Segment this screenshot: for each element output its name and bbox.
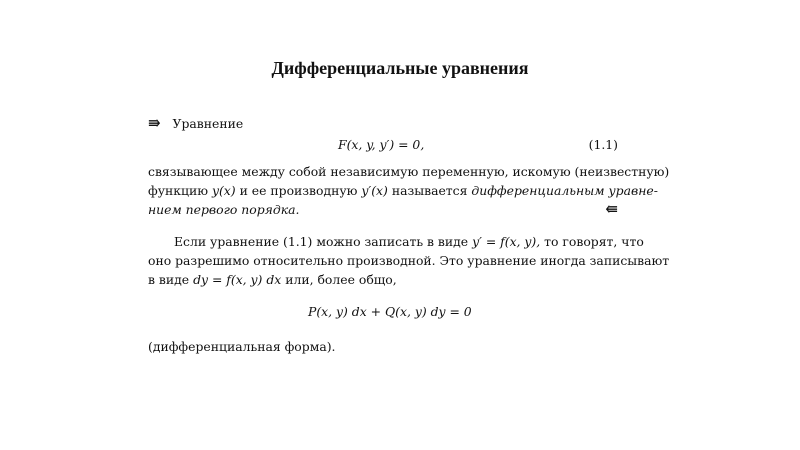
text-fragment: Если уравнение (1.1) можно записать в виде [174,234,469,249]
text-fragment: и ее производную [239,183,358,198]
text-fragment: функцию [148,183,209,198]
text-fragment: в виде [148,272,190,287]
form-note: (дифференциальная форма). [148,339,336,354]
text-fragment: называется [391,183,468,198]
definition-line-3: нием первого порядка. [148,202,300,217]
page-title: Дифференциальные уравнения [271,58,529,78]
text-fragment: или, более общо, [285,272,397,287]
equation-number: (1.1) [588,137,618,152]
equation-differential-form: P(x, y) dx + Q(x, y) dy = 0 [308,304,472,319]
math-y-of-x: y(x) [211,183,236,198]
math-dy-eq: dy = f(x, y) dx [193,272,282,287]
paragraph-line-3 [148,270,397,289]
defined-term: дифференциальным уравне- [471,183,658,198]
definition-line-1: связывающее между собой независимую переменную, искомую (неизвестную) [148,164,670,179]
definition-intro-line [148,114,243,133]
definition-end-arrow-icon: ⇚ [605,200,618,218]
paragraph-line-2: оно разрешимо относительно производной. Это уравнение иногда записывают [148,253,670,268]
paragraph-line-1 [174,232,644,251]
definition-intro: Уравнение [172,116,244,131]
text-fragment: то говорят, что [544,234,644,249]
definition-line-2 [148,181,658,200]
definition-start-arrow-icon: ⇛ [148,114,161,132]
scanned-text-block [148,110,670,360]
equation-1-1: F(x, y, y′) = 0, [338,137,425,152]
math-y-prime-of-x: y′(x) [361,183,388,198]
math-y-prime-eq: y′ = f(x, y), [472,234,541,249]
